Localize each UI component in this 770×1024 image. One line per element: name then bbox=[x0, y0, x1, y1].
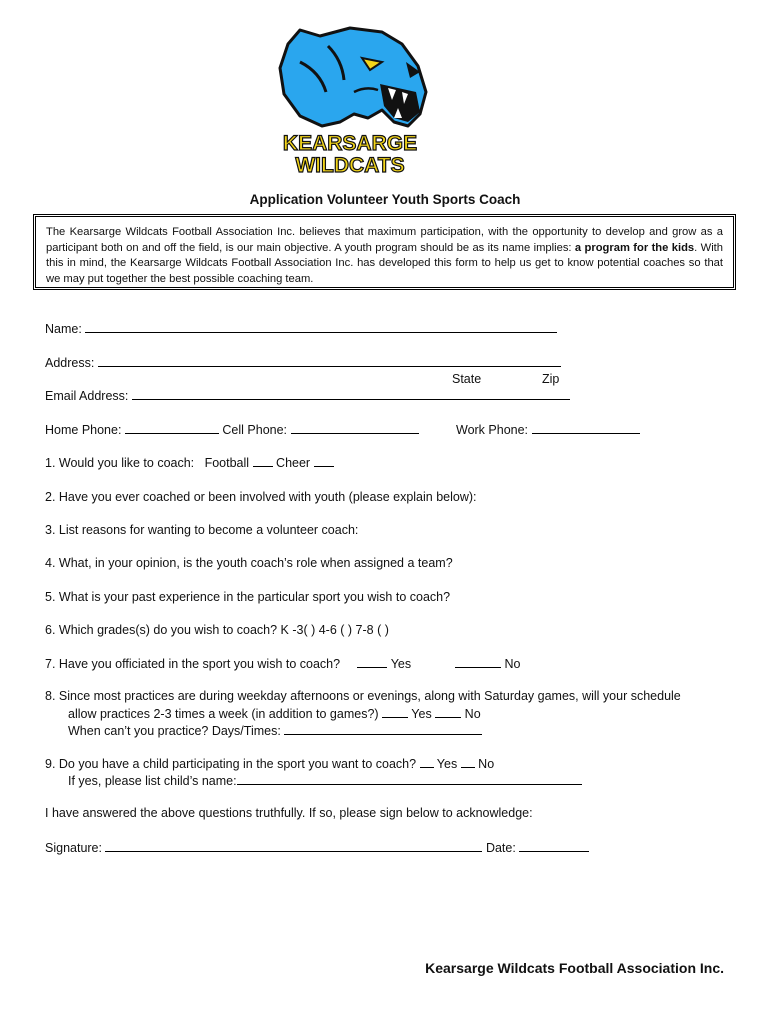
wildcat-head-icon bbox=[270, 22, 430, 177]
q7-yes-field[interactable] bbox=[357, 656, 387, 668]
logo-line1: KEARSARGE bbox=[282, 132, 418, 155]
email-label: Email Address: bbox=[45, 389, 129, 403]
question-9 bbox=[45, 756, 494, 771]
address-row bbox=[45, 355, 561, 370]
home-phone-field[interactable] bbox=[125, 422, 219, 434]
state-label: State bbox=[452, 372, 482, 386]
question-9-text-2: If yes, please list child’s name: bbox=[68, 774, 237, 788]
name-field[interactable] bbox=[85, 321, 557, 333]
question-7-no bbox=[455, 656, 520, 671]
date-label: Date: bbox=[485, 841, 516, 855]
q8-no-label: No bbox=[464, 707, 481, 721]
email-row bbox=[45, 388, 570, 403]
question-1 bbox=[45, 455, 334, 470]
question-8: 8. Since most practices are during weekday afternoons or evenings, along with Saturday games, will your schedule bbox=[45, 689, 681, 703]
question-2: 2. Have you ever coached or been involved with youth (please explain below): bbox=[45, 490, 477, 504]
footer-organization: Kearsarge Wildcats Football Association Inc. bbox=[425, 960, 724, 976]
q9-yes-label: Yes bbox=[436, 757, 458, 771]
work-phone-label: Work Phone: bbox=[456, 423, 529, 437]
phone-row bbox=[45, 422, 419, 437]
q9-no-label: No bbox=[478, 757, 495, 771]
q8-no-field[interactable] bbox=[435, 706, 461, 718]
football-field[interactable] bbox=[253, 455, 273, 467]
question-4: 4. What, in your opinion, is the youth coach’s role when assigned a team? bbox=[45, 556, 453, 570]
zip-label: Zip bbox=[542, 372, 560, 386]
name-label: Name: bbox=[45, 322, 82, 336]
page-title: Application Volunteer Youth Sports Coach bbox=[249, 192, 521, 207]
date-field[interactable] bbox=[519, 840, 589, 852]
cheer-field[interactable] bbox=[314, 455, 334, 467]
intro-emphasis: a program for the kids bbox=[574, 241, 695, 254]
question-8-line3 bbox=[68, 723, 482, 738]
acknowledge-text: I have answered the above questions truthfully. If so, please sign below to acknowledge: bbox=[45, 806, 533, 820]
email-field[interactable] bbox=[132, 388, 570, 400]
work-phone-row bbox=[456, 422, 640, 437]
child-name-field[interactable] bbox=[237, 773, 582, 785]
cell-phone-field[interactable] bbox=[291, 422, 419, 434]
practice-times-field[interactable] bbox=[284, 723, 482, 735]
intro-text-1: The Kearsarge Wildcats Football Association Inc. believes that maximum participation, with the opportunity to develop and grow as a participant both on and off the field, is our main objective. A youth program should be as its name implies: bbox=[46, 226, 723, 254]
name-row bbox=[45, 321, 557, 336]
question-8-text-3: When can’t you practice? Days/Times: bbox=[68, 724, 281, 738]
logo-line2: WILDCATS bbox=[295, 154, 405, 177]
signature-row bbox=[45, 840, 589, 855]
football-label: Football bbox=[204, 456, 250, 470]
question-8-line2 bbox=[68, 706, 481, 721]
question-5: 5. What is your past experience in the particular sport you wish to coach? bbox=[45, 590, 451, 604]
address-field[interactable] bbox=[98, 355, 561, 367]
home-phone-label: Home Phone: bbox=[45, 423, 122, 437]
q9-yes-field[interactable] bbox=[420, 756, 434, 768]
signature-label: Signature: bbox=[45, 841, 102, 855]
question-9-text: 9. Do you have a child participating in the sport you want to coach? bbox=[45, 757, 417, 771]
question-1-text: 1. Would you like to coach: bbox=[45, 456, 195, 470]
q9-no-field[interactable] bbox=[461, 756, 475, 768]
signature-field[interactable] bbox=[105, 840, 482, 852]
q8-yes-field[interactable] bbox=[382, 706, 408, 718]
question-9-line2 bbox=[68, 773, 582, 788]
q8-yes-label: Yes bbox=[411, 707, 432, 721]
work-phone-field[interactable] bbox=[532, 422, 640, 434]
q7-yes-label: Yes bbox=[390, 657, 412, 671]
question-3: 3. List reasons for wanting to become a volunteer coach: bbox=[45, 523, 359, 537]
question-8-text-2: allow practices 2-3 times a week (in addition to games?) bbox=[68, 707, 379, 721]
question-7 bbox=[45, 656, 411, 671]
address-label: Address: bbox=[45, 356, 95, 370]
intro-text-2: . With this in mind, the Kearsarge Wildcats Football Association Inc. has developed this form to help us get to know potential coaches so that we may put together the best possible coaching team. bbox=[46, 241, 724, 285]
question-7-text: 7. Have you officiated in the sport you wish to coach? bbox=[45, 657, 341, 671]
q7-no-field[interactable] bbox=[455, 656, 501, 668]
intro-box bbox=[33, 214, 736, 290]
cell-phone-label: Cell Phone: bbox=[222, 423, 288, 437]
wildcats-logo bbox=[270, 22, 430, 177]
cheer-label: Cheer bbox=[276, 456, 311, 470]
q7-no-label: No bbox=[504, 657, 521, 671]
question-6: 6. Which grades(s) do you wish to coach? K -3( ) 4-6 ( ) 7-8 ( ) bbox=[45, 623, 389, 637]
